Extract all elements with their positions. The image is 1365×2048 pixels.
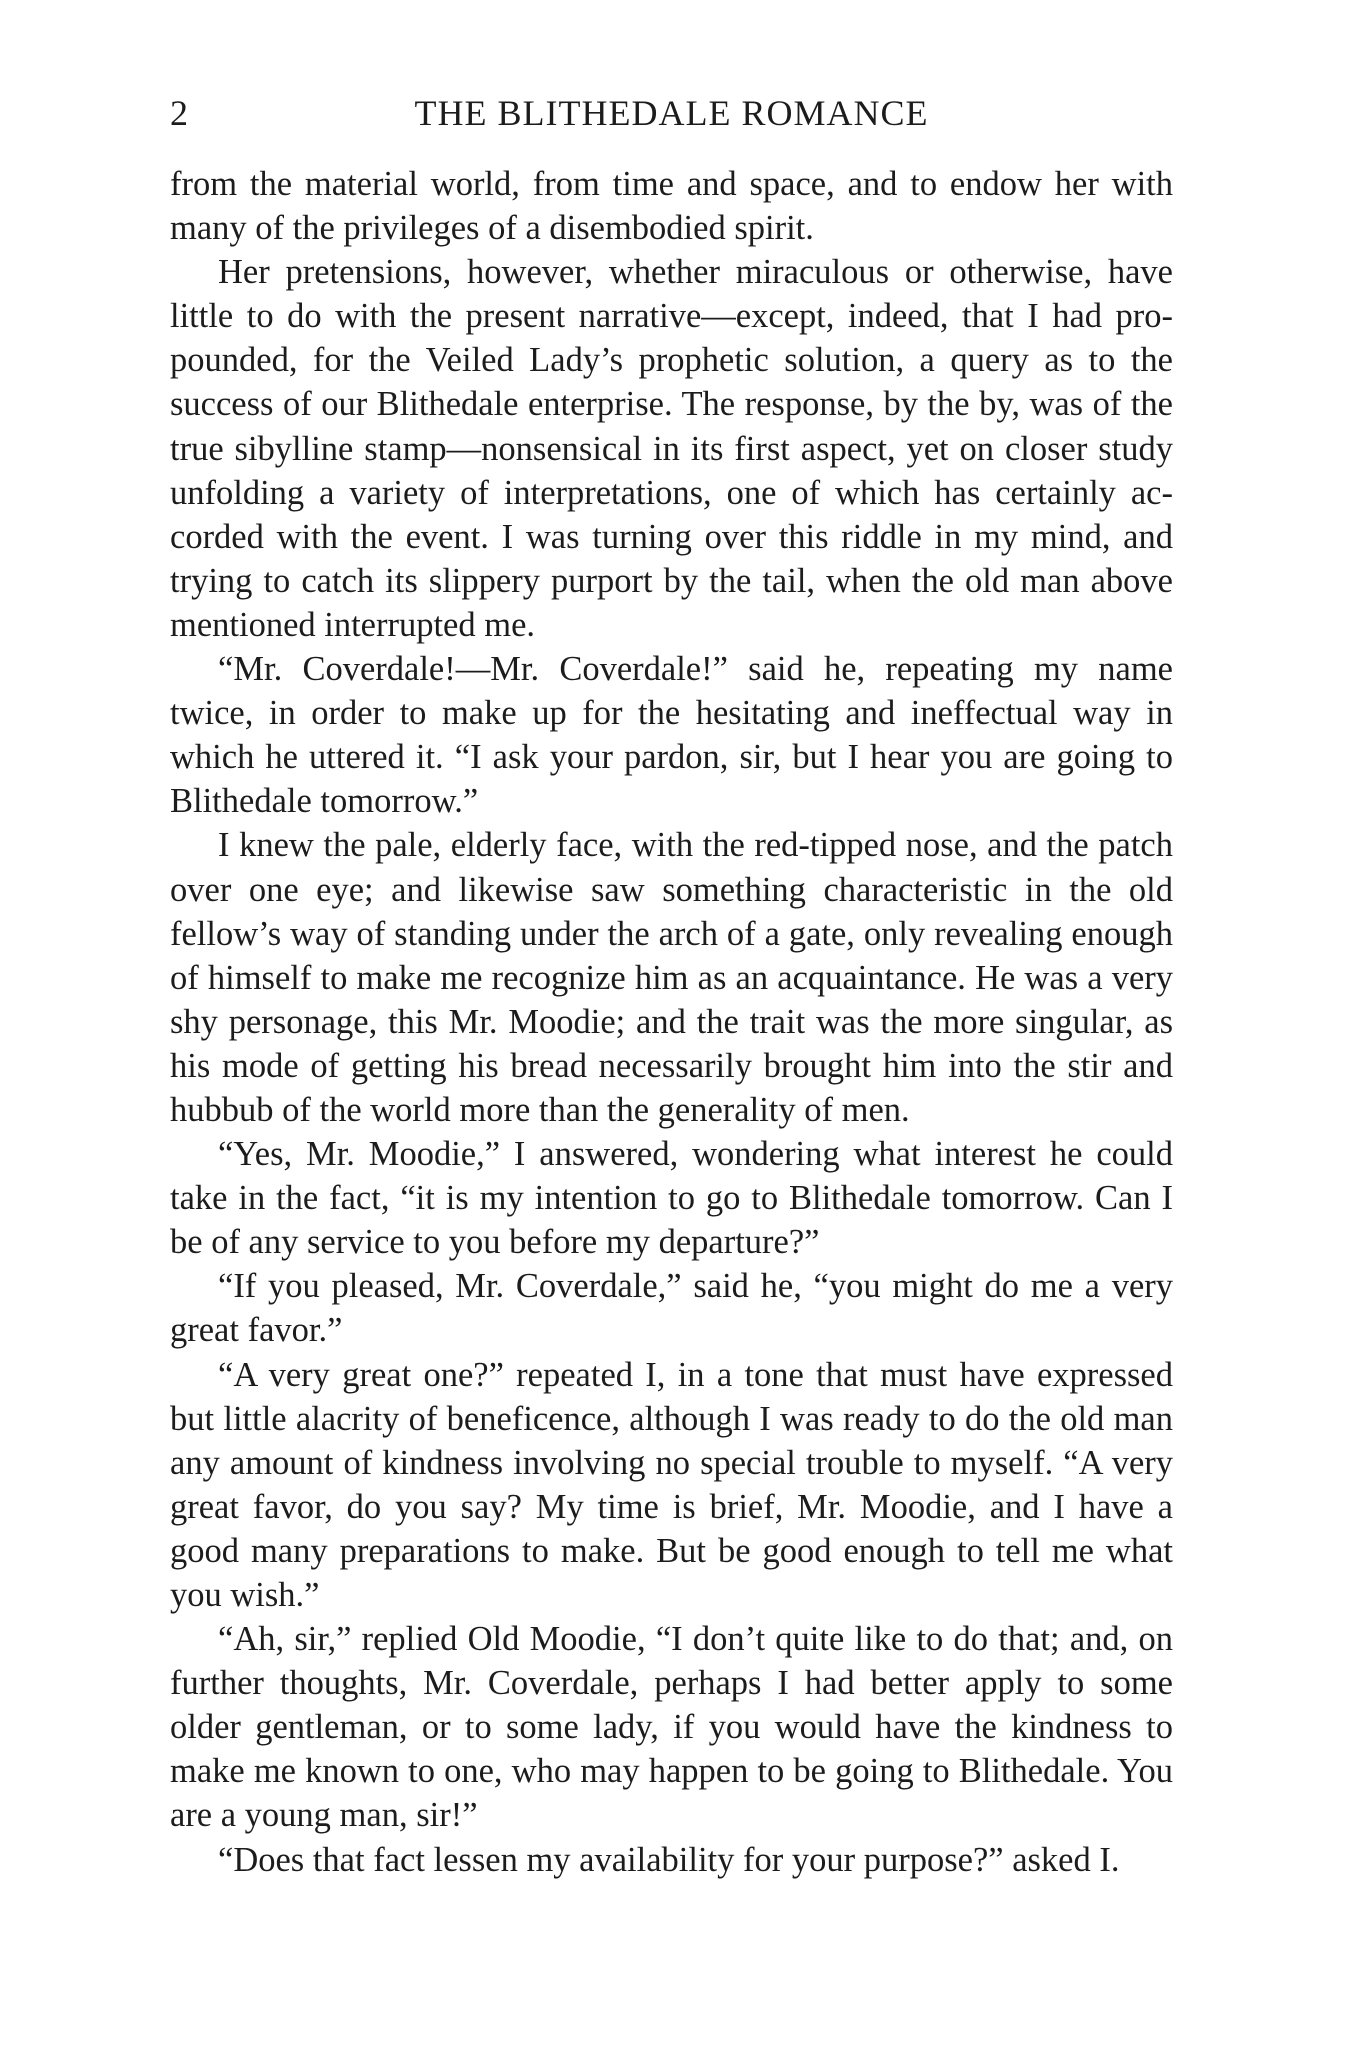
paragraph: “Yes, Mr. Moodie,” I answered, wondering what interest he could take in the fact, “it is my intention to go to Blithedale tomorrow. Can I be of any service to you before my departure?” <box>170 1135 1173 1262</box>
paragraph: Her pretensions, however, whether miraculous or otherwise, have little to do with the present narrative—except, indeed, that I had propounded, for the Veiled Lady’s prophetic solution, a query as to the success of our Blithedale enterprise. The response, by the by, was of the true sibylline stamp—nonsensical in its first aspect, yet on closer study unfolding a variety of interpretations, one of which has certainly accorded with the event. I was turning over this riddle in my mind, and trying to catch its slippery purport by the tail, when the old man above mentioned interrupted me. <box>170 253 1173 644</box>
body-text <box>170 162 1173 1882</box>
paragraph: “Does that fact lessen my availability for your purpose?” asked I. <box>218 1840 1120 1879</box>
page-number: 2 <box>170 93 189 133</box>
running-head <box>170 88 1173 138</box>
paragraph: “Mr. Coverdale!—Mr. Coverdale!” said he, repeating my name twice, in order to make up for the hesitating and ineffectual way in which he uttered it. “I ask your pardon, sir, but I hear you are going to Blithedale tomorrow.” <box>170 650 1173 821</box>
paragraph: I knew the pale, elderly face, with the red-tipped nose, and the patch over one eye; and likewise saw something characteristic in the old fellow’s way of standing under the arch of a gate, only revealing enough of himself to make me recognize him as an acquaintance. He was a very shy personage, this Mr. Moodie; and the trait was the more singular, as his mode of getting his bread necessarily brought him into the stir and hubbub of the world more than the generality of men. <box>170 826 1173 1129</box>
paragraph: “Ah, sir,” replied Old Moodie, “I don’t quite like to do that; and, on further thoughts, Mr. Coverdale, perhaps I had better apply to some older gentleman, or to some lady, if you would have the kindness to make me known to one, who may happen to be going to Blithedale. You are a young man, sir!” <box>170 1620 1173 1835</box>
paragraph: “A very great one?” repeated I, in a tone that must have expressed but little alacrity of beneficence, although I was ready to do the old man any amount of kindness involving no special trouble to myself. “A very great favor, do you say? My time is brief, Mr. Moodie, and I have a good many preparations to make. But be good enough to tell me what you wish.” <box>170 1355 1173 1614</box>
book-title: THE BLITHEDALE ROMANCE <box>414 93 929 133</box>
paragraph: “If you pleased, Mr. Coverdale,” said he, “you might do me a very great favor.” <box>170 1267 1173 1350</box>
paragraph-continued: from the material world, from time and space, and to endow her with many of the privileges of a disembodied spirit. <box>170 165 1173 248</box>
